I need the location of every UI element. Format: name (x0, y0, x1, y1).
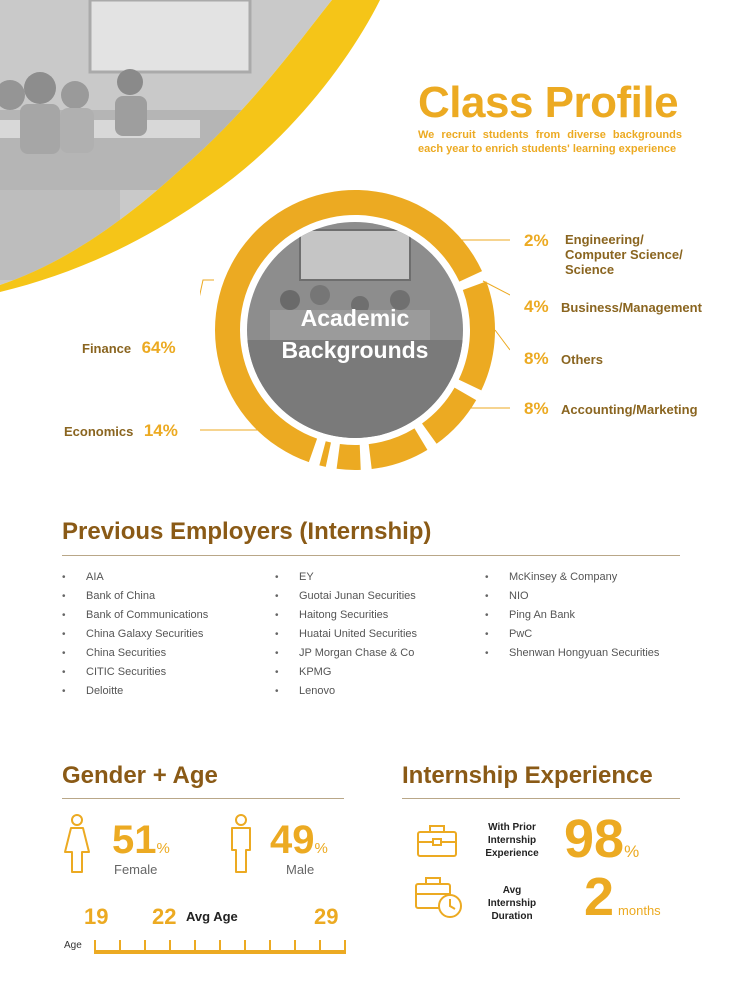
employer-item: • EY (275, 568, 417, 587)
segment-label: Accounting/Marketing (561, 402, 698, 417)
employers-rule (62, 555, 680, 556)
age-max: 29 (314, 904, 339, 929)
age-avg-label: Avg Age (186, 909, 238, 924)
employer-item: • JP Morgan Chase & Co (275, 644, 417, 663)
avg-duration-label: Avg Internship Duration (487, 885, 537, 922)
donut-slice-engineering (319, 441, 331, 467)
age-min: 19 (84, 904, 109, 929)
employer-item: • Bank of Communications (62, 606, 208, 625)
employer-item: • China Galaxy Securities (62, 625, 208, 644)
avg-duration-stat (584, 866, 661, 928)
male-label: Male (286, 862, 315, 877)
female-icon (62, 814, 92, 876)
duration-value: 2 (584, 867, 615, 927)
employers-column-3 (485, 568, 659, 663)
employers-column-2 (275, 568, 417, 701)
female-unit: % (156, 840, 170, 857)
employer-item: • Lenovo (275, 682, 417, 701)
male-stat (270, 818, 328, 863)
employer-item: • McKinsey & Company (485, 568, 659, 587)
internship-heading: Internship Experience (402, 762, 653, 789)
prior-internship-label: With Prior Internship Experience (485, 822, 539, 859)
female-label: Female (114, 862, 158, 877)
employer-item: • CITIC Securities (62, 663, 208, 682)
employer-item: • Bank of China (62, 587, 208, 606)
segment-pct: 8% (524, 349, 549, 368)
employer-item: • China Securities (62, 644, 208, 663)
employer-item: • Huatai United Securities (275, 625, 417, 644)
male-unit: % (314, 840, 328, 857)
employer-item: • Deloitte (62, 682, 208, 701)
segment-label: Economics (64, 424, 134, 439)
segment-economics (64, 421, 178, 441)
briefcase-icon (416, 822, 458, 858)
page-title: Class Profile (418, 78, 679, 127)
donut-center-label (260, 302, 450, 366)
segment-label-eng: Engineering/ Computer Science/ Science (565, 232, 683, 277)
segment-pct-eng: 2% (524, 231, 549, 250)
donut-slice-business (337, 444, 361, 470)
segment-accounting (524, 399, 698, 419)
center-label-line1: Academic (300, 305, 410, 331)
employer-item: • AIA (62, 568, 208, 587)
age-avg: 22 (152, 904, 177, 929)
prior-unit: % (624, 842, 640, 861)
male-icon (228, 814, 254, 876)
male-value: 49 (270, 818, 315, 862)
segment-others (524, 349, 603, 369)
duration-unit: months (618, 903, 661, 918)
employer-item: • Ping An Bank (485, 606, 659, 625)
segment-business (524, 297, 702, 317)
employer-item: • Haitong Securities (275, 606, 417, 625)
segment-finance (82, 338, 176, 358)
female-stat (112, 818, 170, 863)
segment-pct: 4% (524, 297, 549, 316)
segment-pct: 14% (143, 421, 178, 440)
gender-age-rule (62, 798, 344, 799)
gender-age-heading: Gender + Age (62, 762, 218, 789)
center-label-line2: Backgrounds (281, 337, 429, 363)
prior-value: 98 (564, 809, 625, 869)
employer-item: • PwC (485, 625, 659, 644)
segment-label: Finance (82, 341, 132, 356)
segment-pct: 64% (141, 338, 176, 357)
briefcase-clock-icon (414, 876, 464, 920)
donut-slice-economics (459, 281, 495, 390)
page-subtitle: We recruit students from diverse backgrounds each year to enrich students' learning experience (418, 129, 682, 155)
age-ruler (92, 928, 348, 956)
employer-item: • Guotai Junan Securities (275, 587, 417, 606)
female-value: 51 (112, 818, 157, 862)
segment-label: Others (561, 352, 603, 367)
segment-pct: 8% (524, 399, 549, 418)
leader-line-finance (200, 280, 214, 340)
employer-item: • KPMG (275, 663, 417, 682)
prior-internship-stat (564, 808, 639, 870)
internship-rule (402, 798, 680, 799)
employers-heading: Previous Employers (Internship) (62, 518, 432, 545)
employer-item: • NIO (485, 587, 659, 606)
leader-line-others (495, 330, 510, 350)
employer-item: • Shenwan Hongyuan Securities (485, 644, 659, 663)
segment-label: Business/Management (561, 300, 702, 315)
employers-column-1 (62, 568, 208, 701)
age-axis-label: Age (64, 940, 82, 951)
